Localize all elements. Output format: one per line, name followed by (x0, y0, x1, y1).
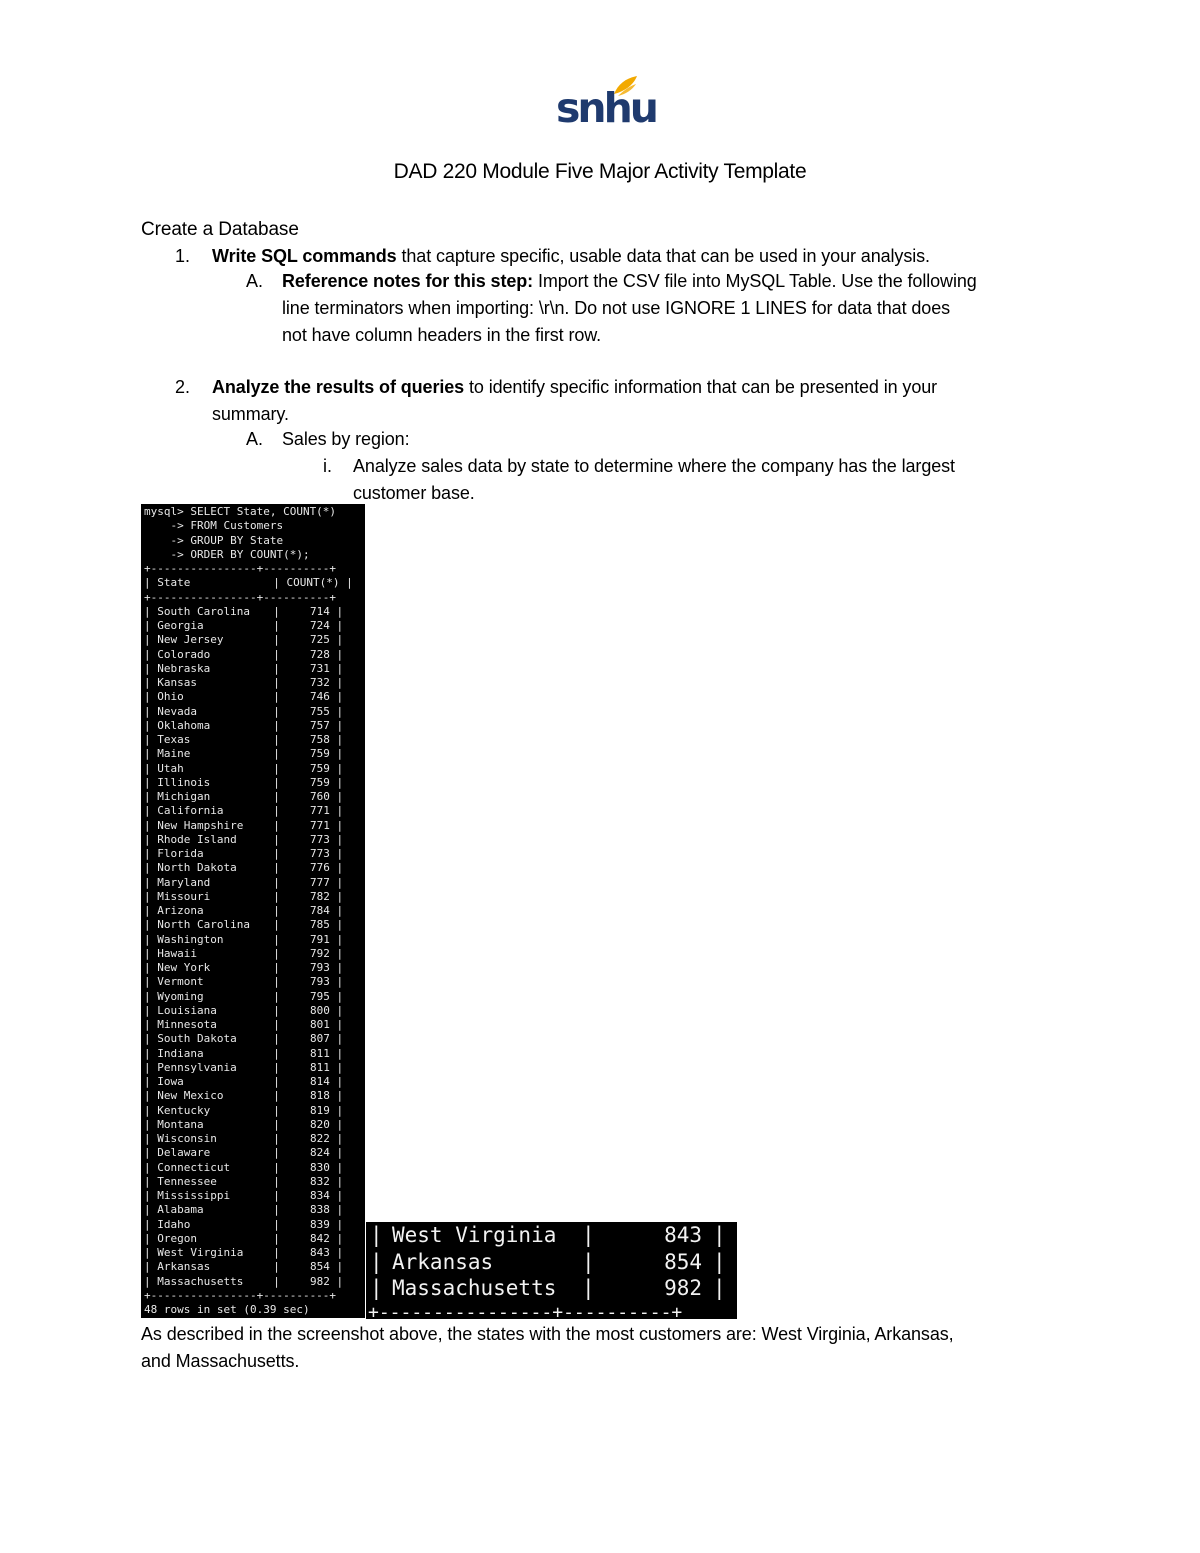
row-state: Arizona (157, 904, 204, 917)
row-state: Rhode Island (157, 832, 237, 846)
table-row: | Wyoming | 795 | (144, 989, 344, 1003)
row-count: 793 (310, 975, 330, 989)
row-state: Missouri (157, 889, 211, 903)
zoom-row: | Arkansas | 854 | (370, 1249, 726, 1274)
result-footer: 48 rows in set (0.39 sec) (144, 1303, 310, 1316)
row-state: California (157, 804, 224, 818)
row-state: Indiana (157, 1046, 204, 1060)
zoom-row: | West Virginia | 843 | (370, 1223, 726, 1247)
row-state: Wyoming (157, 989, 204, 1003)
row-count: 757 (310, 718, 330, 732)
row-count: 801 (310, 1018, 330, 1031)
zoom-border: +----------------+----------+ (368, 1302, 683, 1319)
row-count: 732 (310, 676, 330, 689)
item2-rest: to identify specific information that can be presented in your (464, 377, 938, 397)
item2-bold: Analyze the results of queries (212, 377, 465, 397)
table-row: | Michigan | 760 | (144, 790, 344, 803)
row-count: 773 (310, 832, 330, 846)
summary-line2: and Massachusetts. (141, 1351, 300, 1371)
table-row: | Tennessee | 832 | (144, 1174, 344, 1188)
row-state: Maryland (157, 875, 211, 889)
table-row: | Minnesota | 801 | (144, 1018, 344, 1031)
row-count: 791 (310, 932, 330, 946)
row-state: Ohio (157, 690, 184, 704)
item1a-text: Import the CSV file into MySQL Table. Use the following (533, 271, 977, 291)
terminal-output (141, 504, 365, 1317)
row-count: 785 (310, 918, 330, 932)
table-row: | Colorado | 728 | (144, 647, 344, 661)
table-row: | Wisconsin | 822 | (144, 1132, 344, 1145)
row-state: Minnesota (157, 1018, 217, 1031)
row-count: 728 (310, 647, 330, 661)
table-row: | Utah | 759 | (144, 761, 344, 775)
table-row: | Florida | 773 | (144, 847, 344, 860)
item2ai-marker: i. (323, 456, 332, 476)
zoom-row: | Massachusetts | 982 | (370, 1276, 726, 1300)
item1a-line1 (282, 268, 977, 295)
row-count: 854 (310, 1260, 330, 1274)
item2-marker: 2. (175, 377, 191, 397)
row-state: Nebraska (157, 661, 211, 675)
zoom-rows (366, 1222, 737, 1302)
table-row: | North Carolina | 785 | (144, 918, 344, 932)
row-state: Colorado (157, 647, 211, 661)
row-state: Georgia (157, 619, 204, 632)
row-count: 725 (310, 633, 330, 647)
table-row: | Montana | 820 | (144, 1117, 344, 1131)
row-count: 838 (310, 1203, 330, 1217)
row-count: 759 (310, 775, 330, 789)
row-count: 755 (310, 704, 330, 718)
table-row: | New Mexico | 818 | (144, 1089, 344, 1103)
row-state: New Hampshire (157, 818, 244, 832)
row-count: 758 (310, 733, 330, 746)
row-count: 842 (310, 1231, 330, 1245)
row-state: Tennessee (157, 1174, 217, 1188)
table-row: | Nebraska | 731 | (144, 661, 344, 675)
row-count: 832 (310, 1174, 330, 1188)
table-row: | Vermont | 793 | (144, 975, 344, 989)
table-row: | Rhode Island | 773 | (144, 832, 344, 846)
snhu-logo (556, 74, 656, 134)
table-row: | Missouri | 782 | (144, 889, 344, 903)
header-state: State (157, 576, 191, 590)
row-state: Arkansas (157, 1260, 211, 1274)
table-row: | Alabama | 838 | (144, 1203, 344, 1217)
row-state: North Dakota (157, 861, 237, 875)
table-row: | Connecticut | 830 | (144, 1160, 344, 1174)
table-row: | Oregon | 842 | (144, 1231, 344, 1245)
item1a-line2: line terminators when importing: \r\n. Do not use IGNORE 1 LINES for data that does (282, 298, 951, 318)
table-row: | Arkansas | 854 | (144, 1260, 344, 1274)
item2-text (212, 374, 937, 401)
table-row: | Delaware | 824 | (144, 1146, 344, 1160)
row-state: Idaho (157, 1217, 191, 1231)
row-count: 795 (310, 989, 330, 1003)
item2a-text: Sales by region: (282, 429, 410, 449)
row-count: 724 (310, 619, 330, 632)
table-row: | Ohio | 746 | (144, 690, 344, 704)
row-state: South Carolina (157, 604, 250, 618)
row-state: New Mexico (157, 1089, 224, 1103)
table-row: | Nevada | 755 | (144, 704, 344, 718)
item1-marker: 1. (175, 246, 191, 266)
item2-line2: summary. (212, 404, 289, 424)
row-state: Wisconsin (157, 1132, 217, 1145)
zoom-count: 843 (664, 1223, 702, 1247)
row-count: 777 (310, 875, 330, 889)
row-count: 760 (310, 790, 330, 803)
zoom-count: 982 (664, 1276, 702, 1300)
table-row: | Iowa | 814 | (144, 1075, 344, 1088)
table-row: | Indiana | 811 | (144, 1046, 344, 1060)
row-count: 792 (310, 946, 330, 960)
zoom-state: Massachusetts (392, 1276, 557, 1300)
row-state: Nevada (157, 704, 197, 718)
table-row: | New Jersey | 725 | (144, 633, 344, 647)
item1-text (212, 243, 930, 270)
query-line: -> FROM Customers (144, 519, 284, 533)
table-row: | Hawaii | 792 | (144, 946, 344, 960)
table-row: | Texas | 758 | (144, 733, 344, 746)
table-border: +----------------+----------+ (144, 590, 337, 604)
table-row: | Washington | 791 | (144, 932, 344, 946)
query-line: -> ORDER BY COUNT(*); (144, 547, 310, 561)
row-count: 811 (310, 1046, 330, 1060)
row-state: Utah (157, 761, 184, 775)
row-state: New York (157, 961, 211, 974)
row-count: 830 (310, 1160, 330, 1174)
table-row: | South Carolina | 714 | (144, 604, 344, 618)
item2ai-line2: customer base. (353, 483, 475, 503)
table-row: | Massachusetts | 982 | (144, 1274, 344, 1288)
row-state: North Carolina (157, 918, 250, 932)
row-state: Oklahoma (157, 718, 211, 732)
table-row: | California | 771 | (144, 804, 344, 818)
row-count: 818 (310, 1089, 330, 1103)
table-body (144, 605, 365, 1289)
row-state: Oregon (157, 1231, 197, 1245)
item1-rest: that capture specific, usable data that can be used in your analysis. (396, 246, 930, 266)
row-state: South Dakota (157, 1032, 237, 1046)
row-count: 793 (310, 961, 330, 974)
table-row: | New Hampshire | 771 | (144, 818, 344, 832)
row-count: 824 (310, 1146, 330, 1160)
summary-line1: As described in the screenshot above, the states with the most customers are: West Virginia, Arkansas, (141, 1324, 954, 1344)
table-row: | Georgia | 724 | (144, 619, 344, 632)
row-count: 800 (310, 1003, 330, 1017)
table-row: | Kentucky | 819 | (144, 1103, 344, 1117)
logo-wordmark: snhu (556, 84, 656, 132)
table-row: | Mississippi | 834 | (144, 1189, 344, 1202)
row-state: Mississippi (157, 1189, 231, 1202)
table-row: | North Dakota | 776 | (144, 861, 344, 875)
row-state: Maine (157, 747, 191, 761)
row-state: Texas (157, 733, 191, 746)
row-state: Kentucky (157, 1103, 211, 1117)
page-title: DAD 220 Module Five Major Activity Template (393, 160, 807, 183)
row-state: Vermont (157, 975, 204, 989)
row-count: 807 (310, 1032, 330, 1046)
row-count: 771 (310, 804, 330, 818)
row-count: 771 (310, 818, 330, 832)
mysql-terminal-screenshot (141, 504, 365, 1318)
row-count: 776 (310, 861, 330, 875)
table-row: | Maryland | 777 | (144, 875, 344, 889)
query-line: mysql> SELECT State, COUNT(*) (144, 505, 337, 518)
row-state: Florida (157, 847, 204, 860)
row-state: West Virginia (157, 1246, 244, 1259)
row-state: Michigan (157, 790, 211, 803)
table-row: | Pennsylvania | 811 | (144, 1060, 344, 1074)
row-state: Hawaii (157, 946, 197, 960)
item1-bold: Write SQL commands (212, 246, 397, 266)
row-state: Montana (157, 1117, 204, 1131)
row-state: Connecticut (157, 1160, 231, 1174)
row-count: 782 (310, 889, 330, 903)
item2a-marker: A. (246, 429, 264, 449)
row-state: New Jersey (157, 633, 224, 647)
zoom-state: Arkansas (392, 1249, 494, 1274)
row-count: 839 (310, 1217, 330, 1231)
row-count: 811 (310, 1060, 330, 1074)
table-row: | Louisiana | 800 | (144, 1003, 344, 1017)
row-count: 843 (310, 1246, 330, 1259)
table-row: | Idaho | 839 | (144, 1217, 344, 1231)
table-row: | Maine | 759 | (144, 747, 344, 761)
row-count: 834 (310, 1189, 330, 1202)
row-count: 714 (310, 604, 330, 618)
row-state: Illinois (157, 775, 211, 789)
table-row: | New York | 793 | (144, 961, 344, 974)
table-row: | South Dakota | 807 | (144, 1032, 344, 1046)
row-count: 982 (310, 1274, 330, 1288)
table-row: | Arizona | 784 | (144, 904, 344, 917)
table-row: | Illinois | 759 | (144, 775, 344, 789)
item1a-bold: Reference notes for this step: (282, 271, 534, 291)
row-count: 819 (310, 1103, 330, 1117)
zoom-state: West Virginia (392, 1223, 557, 1247)
row-state: Louisiana (157, 1003, 217, 1017)
row-state: Iowa (157, 1075, 184, 1088)
table-border: +----------------+----------+ (144, 562, 337, 575)
row-count: 822 (310, 1132, 330, 1145)
row-state: Washington (157, 932, 224, 946)
zoomed-result-screenshot (366, 1222, 737, 1319)
row-count: 759 (310, 761, 330, 775)
header-count: COUNT(*) (286, 576, 340, 590)
row-count: 814 (310, 1075, 330, 1088)
row-state: Alabama (157, 1203, 204, 1217)
item1a-marker: A. (246, 271, 264, 291)
item1a-line3: not have column headers in the first row. (282, 325, 602, 345)
query-line: -> GROUP BY State (144, 533, 284, 547)
table-row: | West Virginia | 843 | (144, 1246, 344, 1259)
row-count: 784 (310, 904, 330, 917)
table-row: | Kansas | 732 | (144, 676, 344, 689)
section-heading: Create a Database (141, 219, 299, 240)
row-count: 746 (310, 690, 330, 704)
row-count: 820 (310, 1117, 330, 1131)
row-state: Massachusetts (157, 1274, 244, 1288)
row-state: Delaware (157, 1146, 211, 1160)
row-count: 759 (310, 747, 330, 761)
table-row: | Oklahoma | 757 | (144, 718, 344, 732)
table-header: | State | COUNT(*) | (144, 576, 353, 590)
item2ai-line1: Analyze sales data by state to determine where the company has the largest (353, 456, 955, 476)
row-state: Kansas (157, 676, 197, 689)
row-state: Pennsylvania (157, 1060, 237, 1074)
zoom-count: 854 (664, 1249, 702, 1274)
row-count: 773 (310, 847, 330, 860)
row-count: 731 (310, 661, 330, 675)
table-border: +----------------+----------+ (144, 1288, 337, 1302)
